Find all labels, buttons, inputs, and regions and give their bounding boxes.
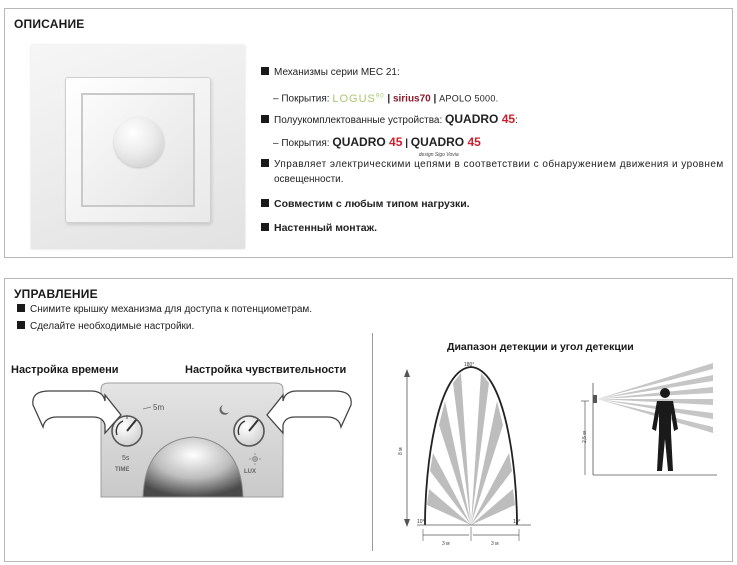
range-height-label: 8 м <box>398 447 404 455</box>
control-step-2: Сделайте необходимые настройки. <box>17 320 194 334</box>
detection-range-diagram <box>389 357 559 553</box>
time-min-label: 5s <box>122 455 130 462</box>
desc-covers-1: – Покрытия: LOGUS$^{90}$ | sirius70 | APOLO 5000. <box>273 92 499 105</box>
side-view-diagram <box>575 357 725 477</box>
angle-right-label: 10° <box>513 519 521 525</box>
quadro-logo: QUADRO 45 <box>332 135 403 149</box>
vertical-divider <box>372 333 373 551</box>
desc-covers-2: – Покрытия: QUADRO 45 | QUADRO 45 design Sigo Vovia <box>273 135 481 158</box>
width-left-label: 3 м <box>442 541 450 547</box>
detection-title: Диапазон детекции и угол детекции <box>447 341 634 353</box>
time-caption: TIME <box>115 467 130 473</box>
quadro-design-logo: QUADRO 45 design Sigo Vovia <box>410 135 481 158</box>
control-title: УПРАВЛЕНИЕ <box>14 287 98 301</box>
mechanism-illustration <box>5 379 367 563</box>
desc-semi-assembled: Полуукомплектованные устройства: QUADRO 45: <box>261 112 518 128</box>
desc-controls: Управляет электрическими цепями в соответствии с обнаружением движения и уровнем <box>261 158 724 172</box>
bullet-square-icon <box>261 159 269 167</box>
motion-sensor-dome <box>114 117 164 167</box>
control-panel <box>4 278 733 562</box>
bullet-square-icon <box>261 67 269 75</box>
product-photo <box>31 45 245 249</box>
sensor-mount-icon <box>593 395 597 403</box>
width-right-label: 3 м <box>491 541 499 547</box>
bullet-square-icon <box>17 304 25 312</box>
mount-height-label: 2,5 м <box>582 431 588 443</box>
sensitivity-setting-label: Настройка чувствительности <box>185 364 347 376</box>
apolo-logo: APOLO 5000. <box>439 93 499 104</box>
switch-frame <box>65 77 211 223</box>
bullet-square-icon <box>261 199 269 207</box>
angle-top-label: 180° <box>464 362 475 368</box>
bullet-square-icon <box>261 115 269 123</box>
switch-plate <box>81 93 195 207</box>
lux-potentiometer-icon <box>234 416 264 446</box>
desc-compatible: Совместим с любым типом нагрузки. <box>261 197 470 211</box>
quadro-logo: QUADRO 45 <box>445 112 516 126</box>
time-max-label: 5m <box>153 403 165 412</box>
sirius-logo: sirius70 <box>392 93 431 105</box>
description-title: ОПИСАНИЕ <box>14 17 85 31</box>
desc-controls-cont: освещенности. <box>274 174 344 185</box>
desc-mount: Настенный монтаж. <box>261 221 377 235</box>
bullet-square-icon <box>261 223 269 231</box>
control-step-1: Снимите крышку механизма для доступа к потенциометрам. <box>17 303 312 317</box>
bullet-square-icon <box>17 321 25 329</box>
lux-caption: LUX <box>244 469 256 475</box>
logus-logo: LOGUS$^{90}$ <box>332 92 385 105</box>
angle-left-label: 10° <box>417 519 425 525</box>
time-setting-label: Настройка времени <box>11 364 119 376</box>
desc-series: Механизмы серии MEC 21: <box>261 66 400 80</box>
description-panel <box>4 8 733 258</box>
